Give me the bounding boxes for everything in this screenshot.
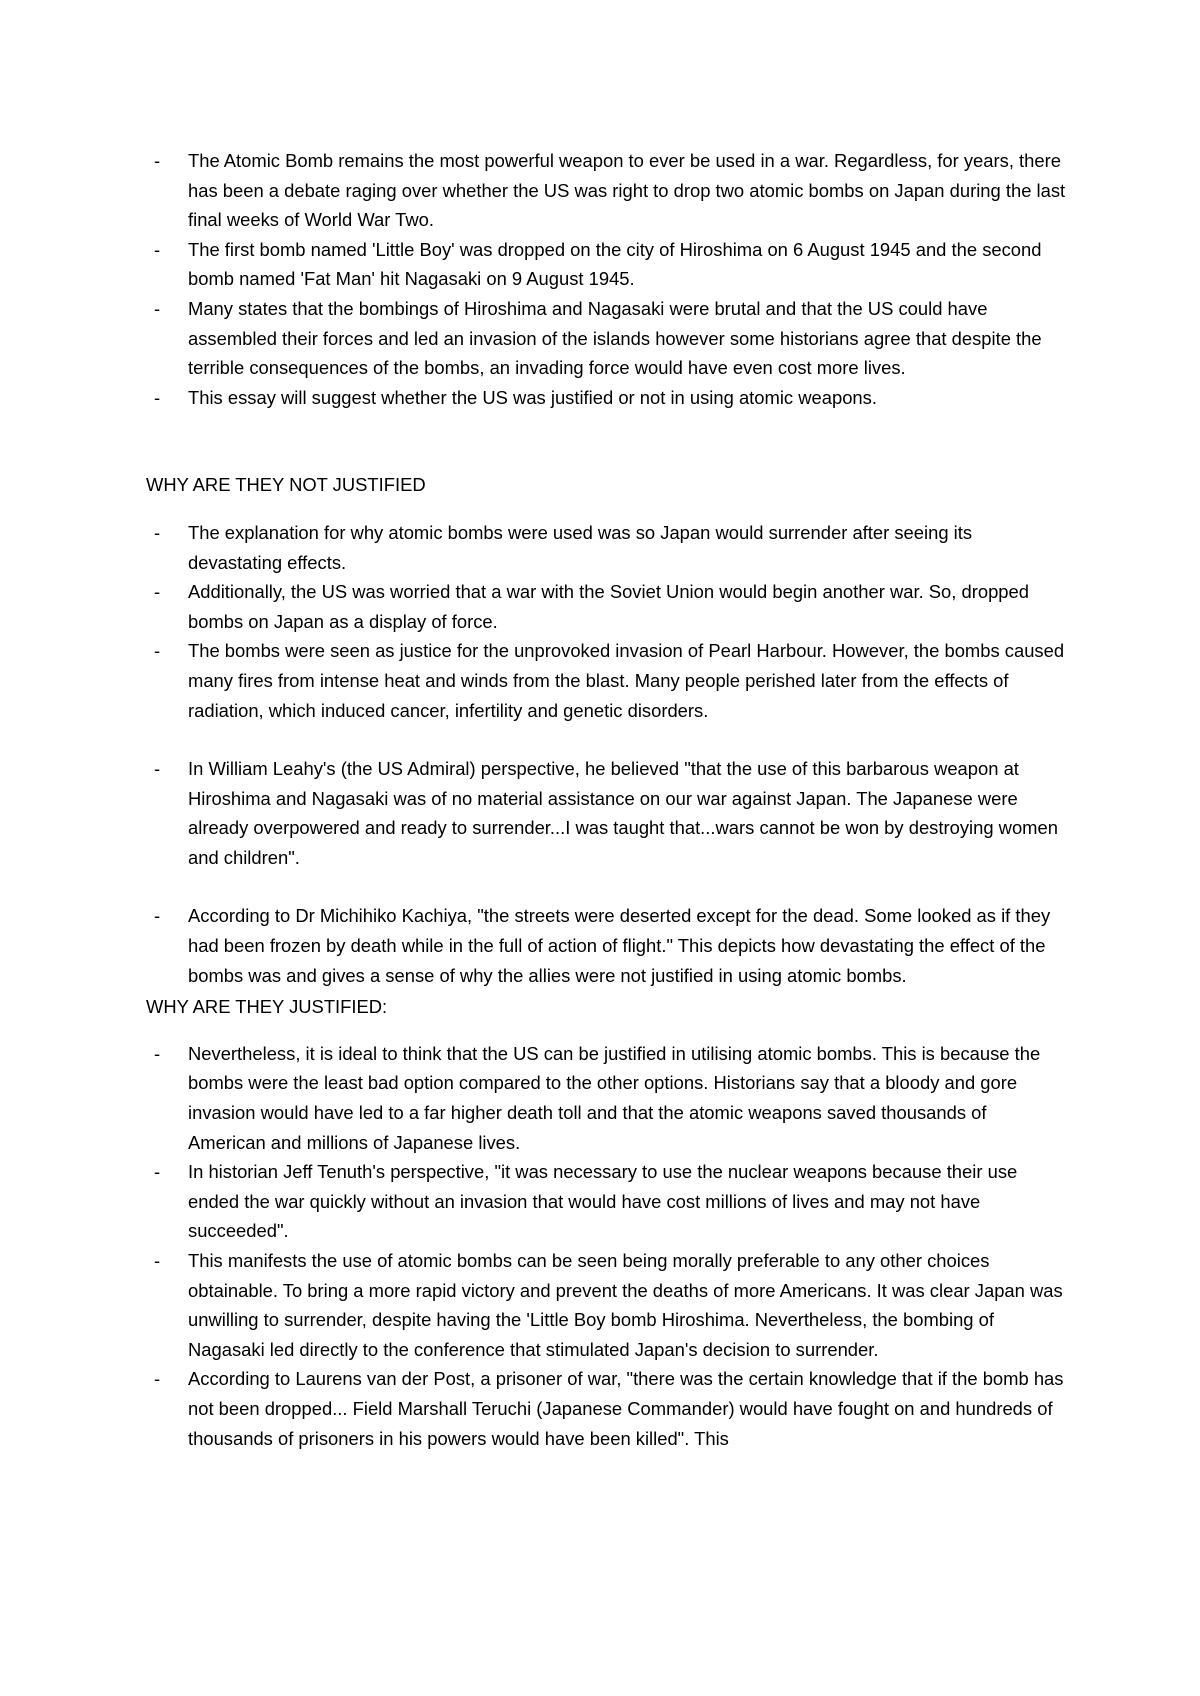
bullet-text: According to Dr Michihiko Kachiya, "the streets were deserted except for the dead. Some looked as if they had been frozen by death while in the full of action of flight." This depicts how devastating the effect of the bombs was and gives a sense of why the allies were not justified in using atomic bombs. <box>188 905 1051 986</box>
justified-bullet-list <box>146 1039 1066 1453</box>
bullet-text: This essay will suggest whether the US was justified or not in using atomic weapons. <box>188 386 877 408</box>
bullet-text: This manifests the use of atomic bombs can be seen being morally preferable to any other choices obtainable. To bring a more rapid victory and prevent the deaths of more Americans. It was clear Japan was unwilling to surrender, despite having the 'Little Boy bomb Hiroshima. Nevertheless, the bombing of Nagasaki led directly to the conference that stimulated Japan's decision to surrender. <box>188 1250 1063 1360</box>
bullet-dash: - <box>154 640 161 662</box>
bullet-text: In William Leahy's (the US Admiral) perspective, he believed "that the use of this barbarous weapon at Hiroshima and Nagasaki was of no material assistance on our war against Japan. The Japanese were already overpowered and ready to surrender...I was taught that...wars cannot be won by destroying women and children". <box>188 758 1058 868</box>
bullet-text: Nevertheless, it is ideal to think that the US can be justified in utilising atomic bombs. This is because the bombs were the least bad option compared to the other options. Historians say that a bloody and gore invasion would have led to a far higher death toll and that the atomic weapons saved thousands of American and millions of Japanese lives. <box>188 1042 1041 1153</box>
list-item <box>146 1364 1066 1453</box>
bullet-dash: - <box>154 905 161 927</box>
list-item <box>146 383 1066 413</box>
list-item <box>146 294 1066 383</box>
bullet-dash: - <box>154 1368 161 1390</box>
bullet-text: Additionally, the US was worried that a war with the Soviet Union would begin another war. So, dropped bombs on Japan as a display of force. <box>188 581 1029 632</box>
list-item <box>146 235 1066 294</box>
bullet-text: The bombs were seen as justice for the unprovoked invasion of Pearl Harbour. However, the bombs caused many fires from intense heat and winds from the blast. Many people perished later from the effects of radiation, which induced cancer, infertility and genetic disorders. <box>188 640 1065 721</box>
document-body <box>146 146 1066 1453</box>
list-item <box>146 518 1066 577</box>
bullet-text: According to Laurens van der Post, a prisoner of war, "there was the certain knowledge that if the bomb has not been dropped... Field Marshall Teruchi (Japanese Commander) would have fought on and hundreds of thousands of prisoners in his powers would have been killed". This <box>188 1368 1064 1449</box>
section-heading-justified: WHY ARE THEY JUSTIFIED: <box>146 996 388 1018</box>
bullet-dash: - <box>154 1161 161 1183</box>
bullet-dash: - <box>154 581 161 603</box>
bullet-dash: - <box>154 758 161 780</box>
bullet-dash: - <box>154 297 161 319</box>
bullet-text: In historian Jeff Tenuth's perspective, "it was necessary to use the nuclear weapons because their use ended the war quickly without an invasion that would have cost millions of lives and may not have succeeded". <box>188 1161 1018 1242</box>
bullet-dash: - <box>154 1042 161 1064</box>
bullet-text: The Atomic Bomb remains the most powerful weapon to ever be used in a war. Regardless, for years, there has been a debate raging over whether the US was right to drop two atomic bombs on Japan during the last final weeks of World War Two. <box>188 150 1066 231</box>
list-item <box>146 146 1066 235</box>
list-item <box>146 1246 1066 1364</box>
list-item <box>146 636 1066 725</box>
list-item <box>146 901 1066 990</box>
bullet-text: Many states that the bombings of Hiroshima and Nagasaki were brutal and that the US could have assembled their forces and led an invasion of the islands however some historians agree that despite the terrible consequences of the bombs, an invading force would have even cost more lives. <box>188 297 1042 379</box>
bullet-dash: - <box>154 150 161 171</box>
bullet-dash: - <box>154 1250 161 1271</box>
not-justified-bullet-list <box>146 518 1066 990</box>
list-item <box>146 754 1066 872</box>
list-item <box>146 577 1066 636</box>
section-heading-not-justified: WHY ARE THEY NOT JUSTIFIED <box>146 474 426 496</box>
bullet-dash: - <box>154 238 161 260</box>
list-item <box>146 1039 1066 1157</box>
bullet-text: The first bomb named 'Little Boy' was dropped on the city of Hiroshima on 6 August 1945 and the second bomb named 'Fat Man' hit Nagasaki on 9 August 1945. <box>188 238 1042 290</box>
bullet-text: The explanation for why atomic bombs were used was so Japan would surrender after seeing its devastating effects. <box>188 521 973 573</box>
bullet-dash: - <box>154 386 161 408</box>
bullet-dash: - <box>154 521 161 543</box>
intro-bullet-list <box>146 146 1066 412</box>
list-item <box>146 1157 1066 1246</box>
